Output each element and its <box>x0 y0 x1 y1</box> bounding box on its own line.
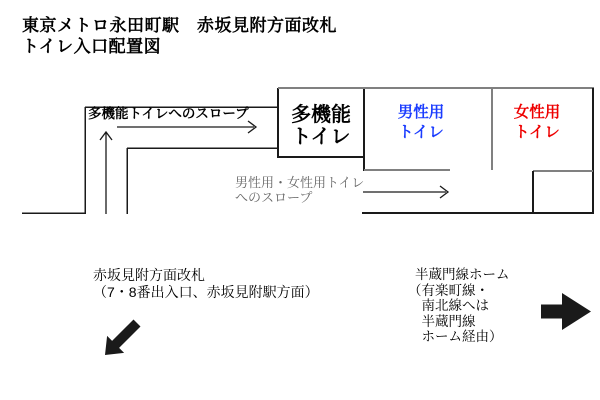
multifunction-toilet-label <box>278 104 364 148</box>
multifunction-slope-arrow <box>117 121 256 133</box>
gate-direction-arrow-icon <box>105 320 141 356</box>
multifunction-slope-label: 多機能トイレへのスロープ <box>88 106 249 121</box>
womens-toilet-label <box>487 103 587 142</box>
hanzomon-line1: 半蔵門線ホーム <box>415 267 510 282</box>
hanzomon-line4: 半蔵門線 <box>408 313 476 329</box>
hanzomon-direction-arrow-icon <box>541 293 591 330</box>
womens-toilet-line2: トイレ <box>514 123 560 141</box>
womens-toilet-line1: 女性用 <box>513 104 561 121</box>
mens-womens-slope-arrow <box>363 186 448 198</box>
mens-toilet-line2: トイレ <box>398 123 444 141</box>
mens-womens-slope-label <box>235 175 364 205</box>
gate-destination-label <box>93 267 319 301</box>
hanzomon-line3: 南北線へは <box>408 298 489 313</box>
up-route-arrow <box>100 132 112 214</box>
mens-womens-slope-line2: へのスロープ <box>235 190 313 205</box>
page-title <box>22 15 337 57</box>
gate-destination-line1: 赤坂見附方面改札 <box>93 267 205 283</box>
page-title-line1: 東京メトロ永田町駅 赤坂見附方面改札 <box>22 16 337 35</box>
hanzomon-line5: ホーム経由） <box>408 329 503 344</box>
mens-toilet-label <box>371 103 471 142</box>
multifunction-toilet-line1: 多機能 <box>291 104 351 126</box>
page-title-line2: トイレ入口配置図 <box>22 37 162 56</box>
hanzomon-destination-label <box>408 267 510 345</box>
hanzomon-line2: （有楽町線・ <box>408 282 489 298</box>
mens-toilet-line1: 男性用 <box>397 104 445 121</box>
multifunction-toilet-line2: トイレ <box>291 126 351 148</box>
mens-womens-slope-line1: 男性用・女性用トイレ <box>235 175 365 190</box>
gate-destination-line2: （7・8番出入口、赤坂見附駅方面） <box>93 284 319 300</box>
